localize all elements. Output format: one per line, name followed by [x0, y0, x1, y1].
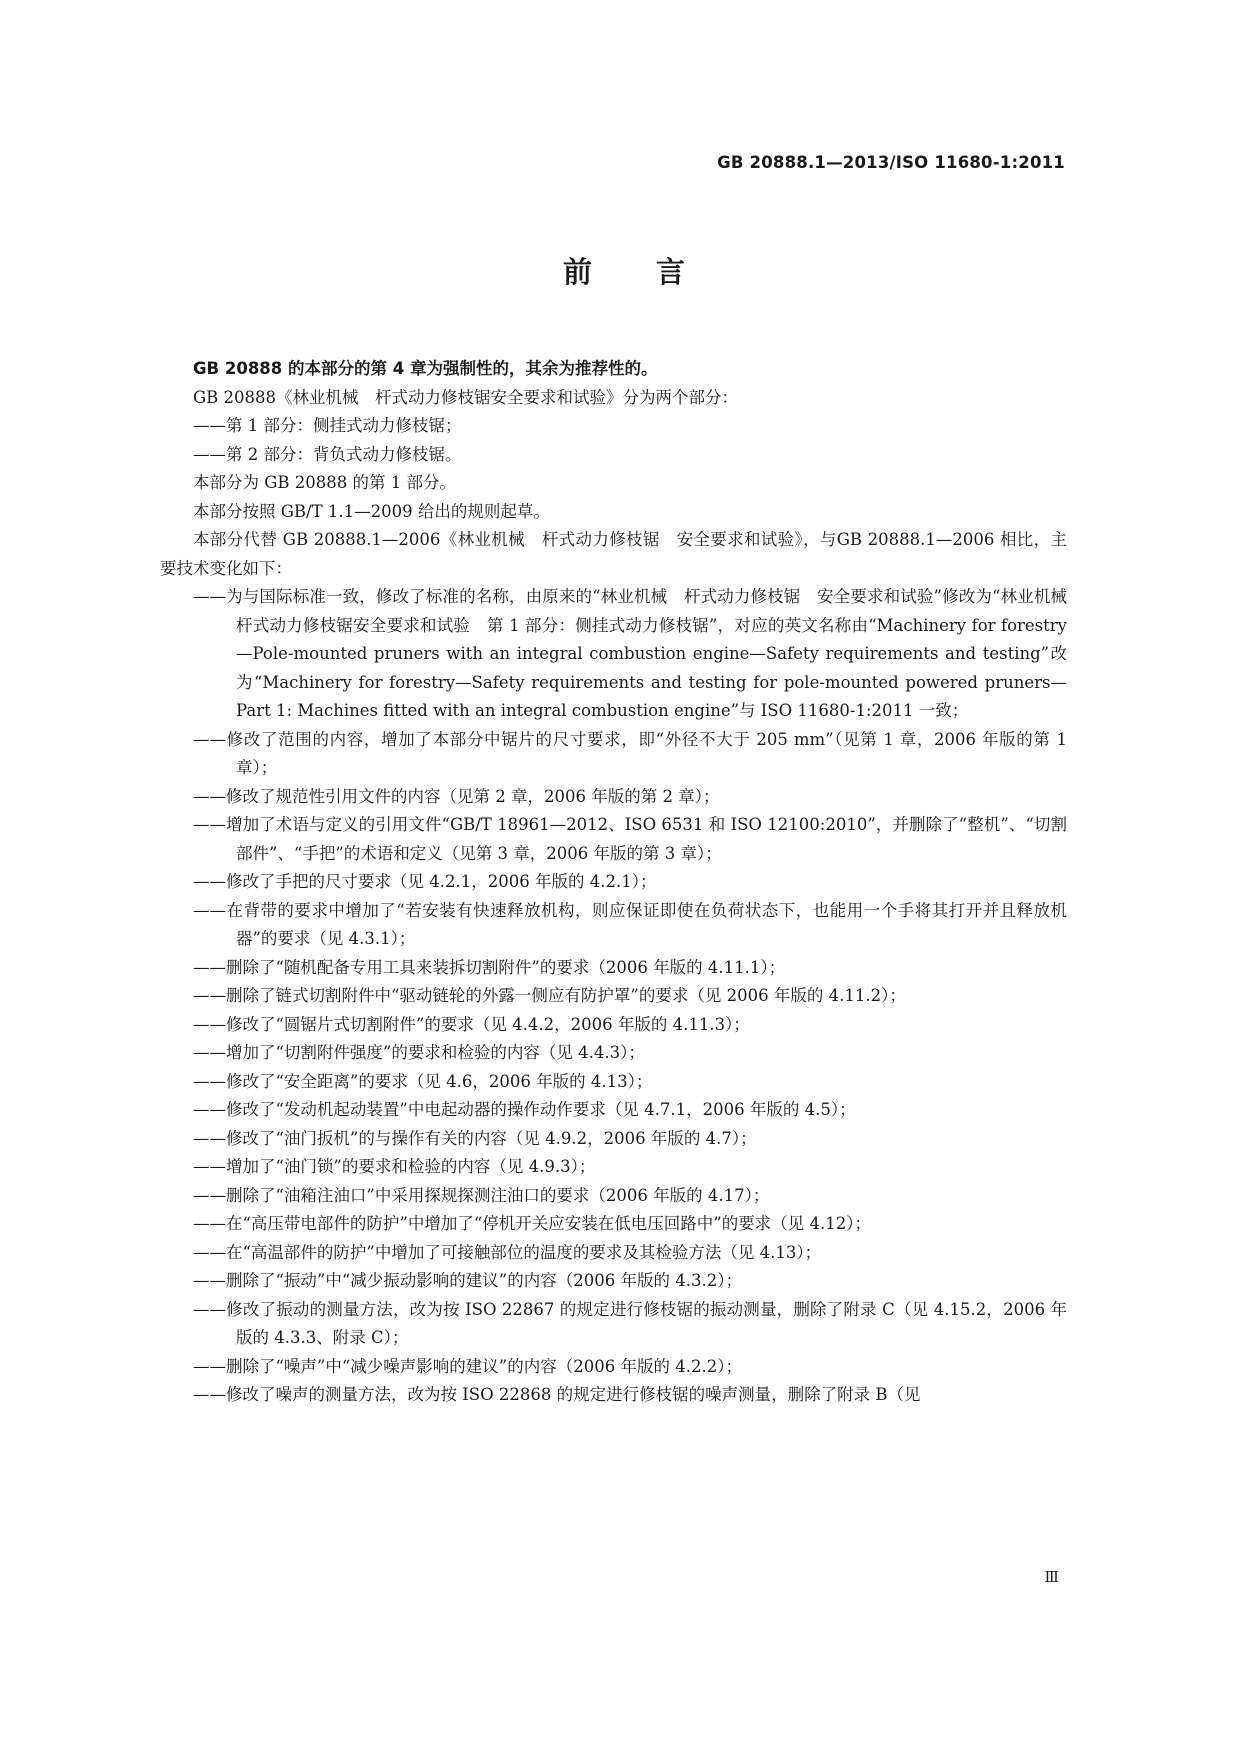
- change-item: ——修改了“发动机起动装置”中电起动器的操作动作要求（见 4.7.1，2006 年版的 4.5）；: [193, 1100, 856, 1119]
- change-item: ——增加了“油门锁”的要求和检验的内容（见 4.9.3）；: [193, 1157, 596, 1176]
- change-item: ——删除了“噪声”中“减少噪声影响的建议”的内容（2006 年版的 4.2.2）；: [193, 1356, 742, 1376]
- change-item: ——删除了“振动”中“减少振动影响的建议”的内容（2006 年版的 4.3.2）；: [193, 1271, 742, 1290]
- change-item: ——删除了“随机配备专用工具来装拆切割附件”的要求（2006 年版的 4.11.1）；: [193, 957, 786, 977]
- change-item: ——为与国际标准一致，修改了标准的名称，由原来的“林业机械 杆式动力修枝锯 安全要求和试验”修改为“林业机械 杆式动力修枝锯安全要求和试验 第 1 部分：侧挂式动力修枝锯”，对应的英文名称由“Machinery for forestry—Pole-mounted pruners with an integral combustion engine—Safety requirements and testing”改为“Machinery for forestry—Safety requirements and testing for pole-mounted powered pruners—Part 1: Machines fitted with an integral combustion engine”与 ISO 11680-1:2011 一致；: [193, 587, 1084, 720]
- change-item: ——修改了“油门扳机”的与操作有关的内容（见 4.9.2，2006 年版的 4.7）；: [193, 1128, 757, 1148]
- change-item: ——修改了振动的测量方法，改为按 ISO 22867 的规定进行修枝锯的振动测量，删除了附录 C（见 4.15.2，2006 年版的 4.3.3、附录 C）；: [193, 1299, 1067, 1347]
- change-item: ——修改了“圆锯片式切割附件”的要求（见 4.4.2，2006 年版的 4.11.3）；: [193, 1014, 750, 1034]
- page-title: 前言: [562, 255, 749, 289]
- page-number: Ⅲ: [1044, 1568, 1059, 1586]
- change-item: ——增加了“切割附件强度”的要求和检验的内容（见 4.4.3）；: [193, 1043, 645, 1062]
- change-item: ——修改了噪声的测量方法，改为按 ISO 22868 的规定进行修枝锯的噪声测量，删除了附录 B（见: [193, 1385, 921, 1404]
- change-item: ——在“高温部件的防护”中增加了可接触部位的温度的要求及其检验方法（见 4.13）；: [193, 1242, 822, 1262]
- replacement-statement: 本部分代替 GB 20888.1—2006《林业机械 杆式动力修枝锯 安全要求和试验》，与GB 20888.1—2006 相比，主要技术变化如下：: [160, 530, 1067, 578]
- change-item: ——修改了手把的尺寸要求（见 4.2.1，2006 年版的 4.2.1）；: [193, 872, 657, 891]
- change-item: ——删除了链式切割附件中“驱动链轮的外露一侧应有防护罩”的要求（见 2006 年版的 4.11.2）；: [193, 986, 906, 1005]
- part-statement: 本部分为 GB 20888 的第 1 部分。: [193, 473, 457, 492]
- part-2-item: ——第 2 部分：背负式动力修枝锯。: [193, 444, 462, 464]
- change-item: ——在背带的要求中增加了“若安装有快速释放机构，则应保证即使在负荷状态下，也能用一个手将其打开并且释放机器”的要求（见 4.3.1）；: [193, 900, 1067, 948]
- change-item: ——修改了“安全距离”的要求（见 4.6，2006 年版的 4.13）；: [193, 1071, 653, 1091]
- change-item: ——修改了规范性引用文件的内容（见第 2 章，2006 年版的第 2 章）；: [193, 786, 720, 806]
- change-item: ——删除了“油箱注油口”中采用探规探测注油口的要求（2006 年版的 4.17）；: [193, 1185, 770, 1205]
- change-item: ——增加了术语与定义的引用文件“GB/T 18961—2012、ISO 6531 和 ISO 12100:2010”，并删除了“整机”、“切割部件”、“手把”的术语和定义（见第 3 章，2006 年版的第 3 章）；: [193, 815, 1067, 863]
- part-1-item: ——第 1 部分：侧挂式动力修枝锯；: [193, 416, 462, 435]
- change-item: ——在“高压带电部件的防护”中增加了“停机开关应安装在低电压回路中”的要求（见 4.12）；: [193, 1214, 871, 1233]
- parts-intro: GB 20888《林业机械 杆式动力修枝锯安全要求和试验》分为两个部分：: [193, 387, 739, 407]
- standard-code-header: GB 20888.1—2013/ISO 11680-1:2011: [717, 153, 1065, 172]
- drafting-rules: 本部分按照 GB/T 1.1—2009 给出的规则起草。: [193, 501, 550, 521]
- mandatory-note: GB 20888 的本部分的第 4 章为强制性的，其余为推荐性的。: [193, 359, 658, 378]
- foreword-body: [160, 355, 1084, 1410]
- change-item: ——修改了范围的内容，增加了本部分中锯片的尺寸要求，即“外径不大于 205 mm”（见第 1 章，2006 年版的第 1 章）；: [193, 729, 1067, 777]
